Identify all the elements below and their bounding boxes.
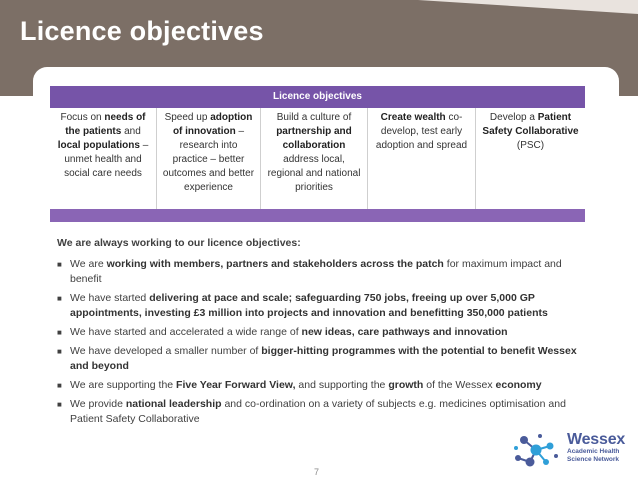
logo-subtitle-line: Science Network <box>567 456 620 463</box>
logo-subtitle-line: Academic Health <box>567 448 620 455</box>
square-bullet-icon: ■ <box>57 328 62 337</box>
network-dots-icon <box>514 434 558 467</box>
square-bullet-icon: ■ <box>57 260 62 269</box>
slide-title: Licence objectives <box>20 16 264 46</box>
objective-cell: Speed up adoption of innovation – research into practice – better outcomes and better experience <box>157 108 261 209</box>
bullet-text: We are working with members, partners and stakeholders across the patch for maximum impact and benefit <box>70 258 562 285</box>
square-bullet-icon: ■ <box>57 381 62 390</box>
square-bullet-icon: ■ <box>57 347 62 356</box>
bullet-section <box>57 236 577 431</box>
bullet-intro: We are always working to our licence objectives: <box>57 237 301 249</box>
objective-cell: Develop a Patient Safety Collaborative (PSC) <box>482 112 579 151</box>
objective-cell: Focus on needs of the patients and local populations – unmet health and social care needs <box>50 108 157 209</box>
objectives-table <box>50 86 585 222</box>
bullet-item <box>57 344 577 374</box>
objectives-table-header: Licence objectives <box>50 86 585 108</box>
objective-cell: Create wealth co-develop, test early adoption and spread <box>368 108 476 209</box>
bullet-item <box>57 378 577 393</box>
objective-cell: Build a culture of partnership and collaboration address local, regional and national priorities <box>261 108 368 209</box>
bullet-item <box>57 325 577 340</box>
page-number: 7 <box>314 467 320 477</box>
bullet-text: We provide national leadership and co-ordination on a variety of subjects e.g. medicines optimisation and Patient Safety Collaborative <box>70 398 566 425</box>
square-bullet-icon: ■ <box>57 400 62 409</box>
bullet-item <box>57 397 577 427</box>
logo-name: Wessex <box>567 431 626 448</box>
header-corner-accent <box>418 0 638 14</box>
bullet-text: We have developed a smaller number of bigger-hitting programmes with the potential to benefit Wessex and beyond <box>70 345 577 372</box>
bullet-text: We have started and accelerated a wide range of new ideas, care pathways and innovation <box>70 326 508 338</box>
objectives-table-footer <box>50 209 585 222</box>
bullet-item <box>57 291 577 321</box>
bullet-item <box>57 257 577 287</box>
bullet-text: We have started delivering at pace and scale; safeguarding 750 jobs, freeing up over 5,000 GP appointments, investing £3 million into projects and innovation and benefitting 350,000 patients <box>70 292 548 319</box>
logo-wordmark <box>567 432 625 464</box>
bullet-text: We are supporting the Five Year Forward View, and supporting the growth of the Wessex economy <box>70 379 542 391</box>
square-bullet-icon: ■ <box>57 294 62 303</box>
objectives-row <box>50 108 585 209</box>
